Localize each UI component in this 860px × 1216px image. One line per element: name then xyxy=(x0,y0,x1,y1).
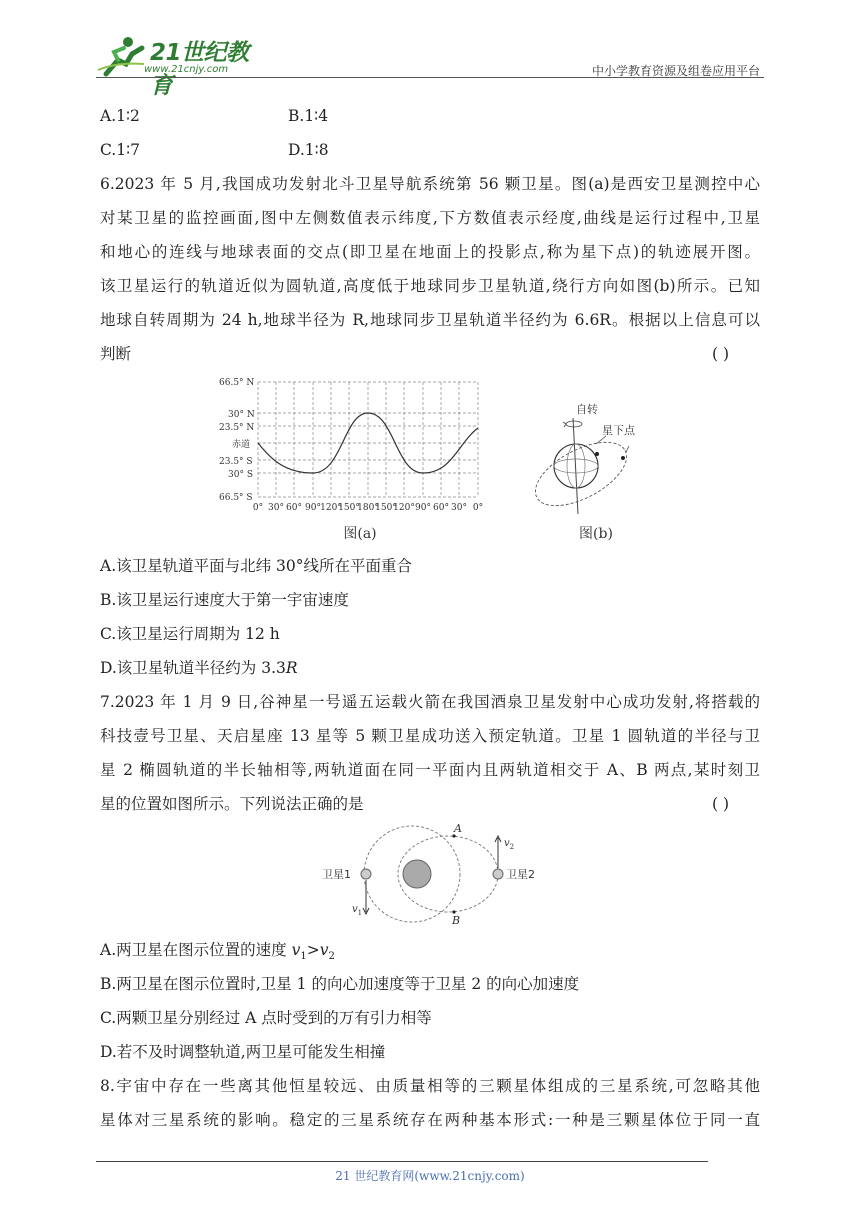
subpoint-label: 星下点 xyxy=(602,424,635,437)
q6-line-4: 该卫星运行的轨道近似为圆轨道,高度低于地球同步卫星轨道,绕行方向如图(b)所示。已知 xyxy=(100,277,760,295)
q6-option-b: B.该卫星运行速度大于第一宇宙速度 xyxy=(100,591,349,609)
q7-option-a xyxy=(100,940,335,967)
orbit-diagram xyxy=(526,400,666,542)
q6-option-d-text: D.该卫星轨道半径约为 3.3 xyxy=(100,659,286,677)
earth xyxy=(403,860,431,888)
lat-label: 30° S xyxy=(228,470,253,480)
v1-subscript: 1 xyxy=(357,909,363,917)
lon-label: 120° xyxy=(393,503,415,513)
footer-divider xyxy=(96,1161,708,1162)
site-logo[interactable] xyxy=(96,34,266,99)
lat-label: 23.5° N xyxy=(219,423,255,433)
q6-line-5: 地球自转周期为 24 h,地球半径为 R,地球同步卫星轨道半径约为 6.6R。根据以上信息可以 xyxy=(100,311,760,329)
svg-text:v2 xyxy=(504,838,514,851)
page-footer[interactable]: 21 世纪教育网(www.21cnjy.com) xyxy=(335,1169,525,1183)
lat-label: 赤道 xyxy=(232,440,251,450)
q7-option-b: B.两卫星在图示位置时,卫星 1 的向心加速度等于卫星 2 的向心加速度 xyxy=(100,975,580,993)
lon-label: 90° xyxy=(415,503,431,513)
satellite-2 xyxy=(493,869,503,879)
q6-answer-paren: ( ) xyxy=(712,345,730,363)
q7-line-4: 星的位置如图所示。下列说法正确的是 xyxy=(100,795,364,813)
q5-option-c: C.1∶7 xyxy=(100,141,140,159)
satellite-orbit xyxy=(526,429,636,518)
v1-label: v xyxy=(352,904,358,915)
q6-option-c: C.该卫星运行周期为 12 h xyxy=(100,625,280,643)
lon-label: 150° xyxy=(338,503,360,513)
q7-option-a-gt: > xyxy=(306,941,320,959)
q7-line-2: 科技壹号卫星、天启星座 13 星等 5 颗卫星成功送入预定轨道。卫星 1 圆轨道的半径与卫 xyxy=(100,727,760,745)
lon-label: 150° xyxy=(375,503,397,513)
v2-label: v xyxy=(504,838,510,849)
figure-b xyxy=(526,400,666,546)
logo-text: 21世纪教育 xyxy=(150,40,249,99)
lon-label: 180° xyxy=(357,503,379,513)
q7-option-a-text: A.两卫星在图示位置的速度 xyxy=(100,941,292,959)
lat-label: 23.5° S xyxy=(219,457,253,467)
q6-line-2: 对某卫星的监控画面,图中左侧数值表示纬度,下方数值表示经度,曲线是运行过程中,卫星 xyxy=(100,209,760,227)
q7-option-a-sub: 1 xyxy=(300,951,307,963)
svg-text:v1 xyxy=(352,904,362,917)
q6-option-d-var: R xyxy=(285,659,298,677)
lon-label: 60° xyxy=(286,503,302,513)
q7-line-3: 星 2 椭圆轨道的半长轴相等,两轨道面在同一平面内且两轨道相交于 A、B 两点,某时刻卫 xyxy=(100,761,760,779)
q7-option-a-sub: 2 xyxy=(328,951,335,963)
lon-label: 90° xyxy=(305,503,321,513)
rotation-label: 自转 xyxy=(576,403,598,416)
q7-option-a-var: v xyxy=(319,941,329,959)
two-satellite-diagram xyxy=(316,816,548,928)
lon-label: 60° xyxy=(433,503,449,513)
q8-line-1: 8.宇宙中存在一些离其他恒星较远、由质量相等的三颗星体组成的三星系统,可忽略其他 xyxy=(100,1077,760,1095)
point-b-label: B xyxy=(452,914,461,927)
lon-label: 0° xyxy=(252,503,264,513)
lon-label: 30° xyxy=(451,503,467,513)
q7-option-c: C.两颗卫星分别经过 A 点时受到的万有引力相等 xyxy=(100,1009,432,1027)
ground-track-chart xyxy=(214,372,494,542)
logo-url: www.21cnjy.com xyxy=(144,64,229,75)
sat1-label: 卫星1 xyxy=(322,868,351,881)
satellite-dot xyxy=(621,456,625,460)
sat2-label: 卫星2 xyxy=(506,868,535,881)
figure-a xyxy=(214,372,494,546)
v2-subscript: 2 xyxy=(509,843,515,851)
lat-label: 66.5° N xyxy=(219,378,255,388)
lon-label: 0° xyxy=(472,503,484,513)
q8-line-2: 星体对三星系统的影响。稳定的三星系统存在两种基本形式:一种是三颗星体位于同一直 xyxy=(100,1111,760,1129)
q7-option-a-var: v xyxy=(291,941,301,959)
q5-option-a: A.1∶2 xyxy=(100,107,140,125)
q5-option-d: D.1∶8 xyxy=(288,141,329,159)
lon-label: 120° xyxy=(320,503,342,513)
figure-b-caption: 图(b) xyxy=(579,526,613,542)
q6-line-1: 6.2023 年 5 月,我国成功发射北斗卫星导航系统第 56 颗卫星。图(a)是西安卫星测控中心 xyxy=(100,175,760,193)
header-divider xyxy=(96,77,764,78)
page-header xyxy=(96,30,764,99)
platform-title: 中小学教育资源及组卷应用平台 xyxy=(591,64,760,78)
lat-label: 30° N xyxy=(228,410,255,420)
q6-line-6: 判断 xyxy=(100,345,132,363)
q6-line-3: 和地心的连线与地球表面的交点(即卫星在地面上的投影点,称为星下点)的轨迹展开图。 xyxy=(100,243,760,261)
q5-option-b: B.1∶4 xyxy=(288,107,329,125)
q7-option-d: D.若不及时调整轨道,两卫星可能发生相撞 xyxy=(100,1043,386,1061)
point-a-label: A xyxy=(454,822,462,835)
runner-logo-icon xyxy=(96,34,148,78)
q6-option-d xyxy=(100,658,298,678)
q7-answer-paren: ( ) xyxy=(712,795,730,813)
q7-line-1: 7.2023 年 1 月 9 日,谷神星一号遥五运载火箭在我国酒泉卫星发射中心成功发射,将搭载的 xyxy=(100,693,760,711)
q6-option-a: A.该卫星轨道平面与北纬 30°线所在平面重合 xyxy=(100,557,413,575)
q7-figure xyxy=(316,816,548,932)
lat-label: 66.5° S xyxy=(219,493,253,503)
lon-label: 30° xyxy=(268,503,284,513)
figure-a-caption: 图(a) xyxy=(343,526,377,542)
satellite-1 xyxy=(361,869,371,879)
